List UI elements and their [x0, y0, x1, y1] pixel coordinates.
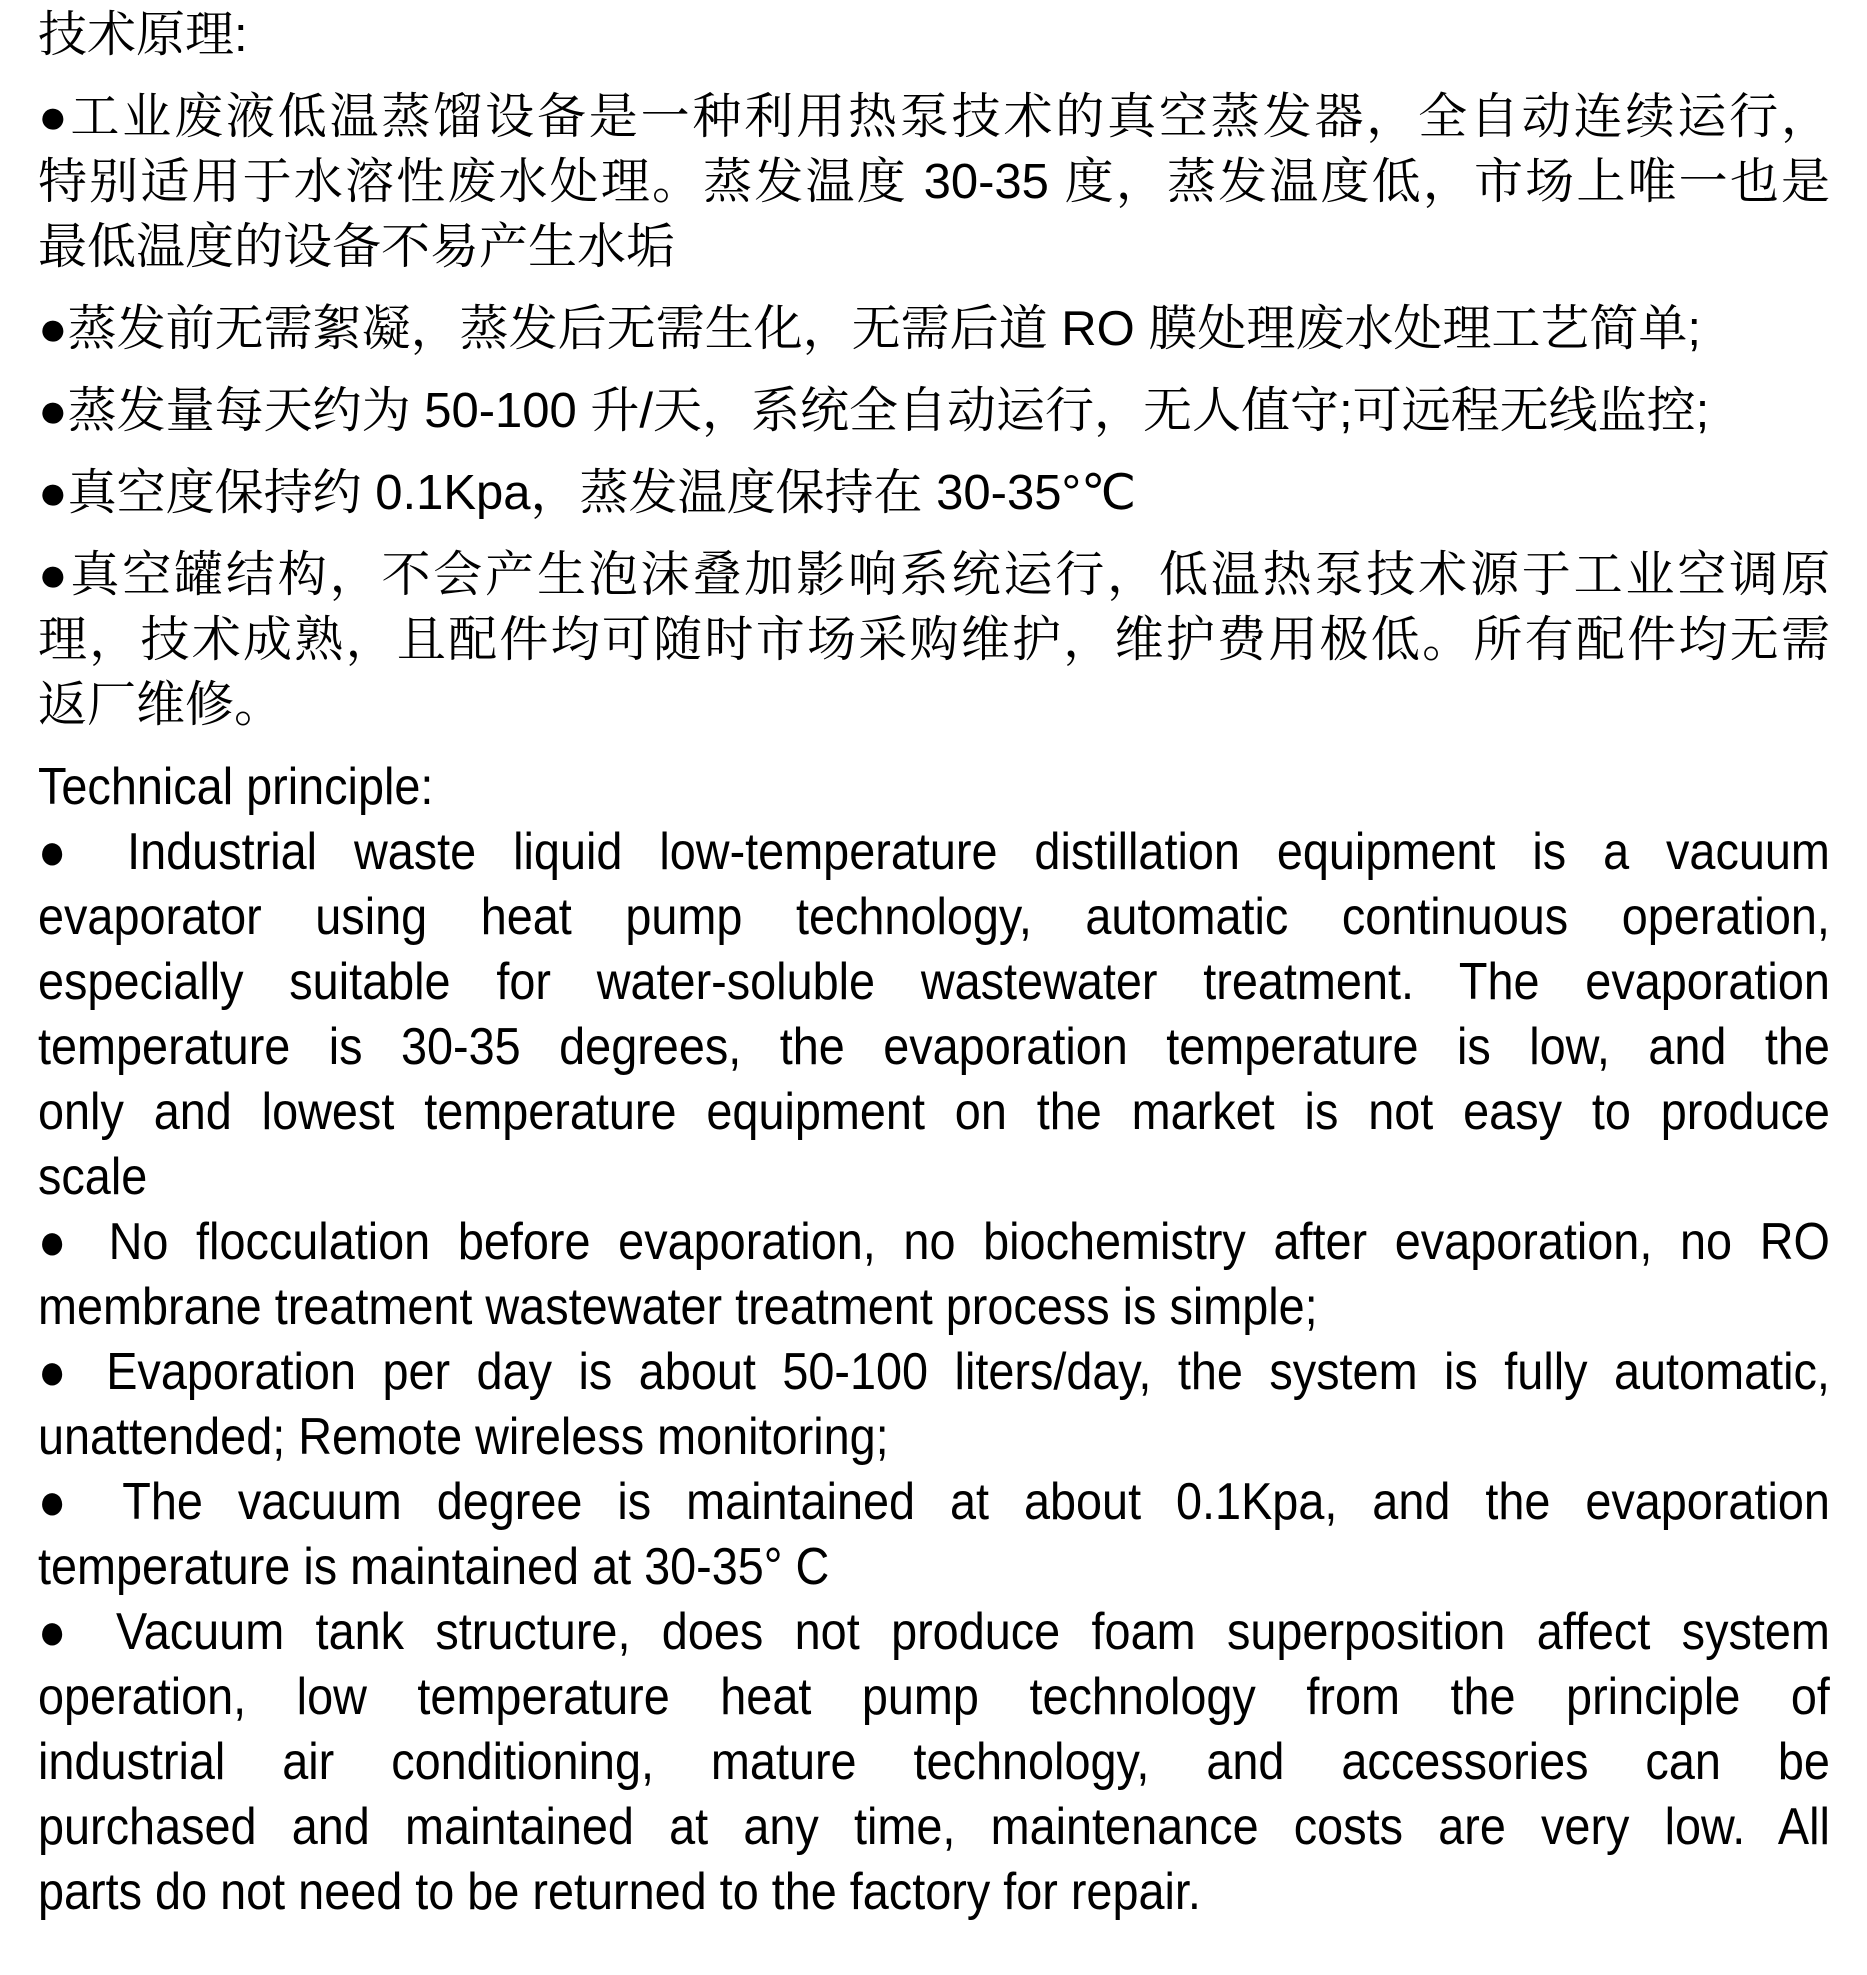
- english-bullet-3: [38, 1340, 1830, 1470]
- text-line: ● Vacuum tank structure, does not produce foam superposition affect system: [38, 1603, 1830, 1661]
- text-line: ●蒸发前无需絮凝，蒸发后无需生化，无需后道 RO 膜处理废水处理工艺简单;: [38, 302, 1701, 356]
- text-line: ● Industrial waste liquid low-temperature distillation equipment is a vacuum: [38, 823, 1830, 881]
- text-line: 返厂维修。: [38, 678, 284, 732]
- text-line: evaporator using heat pump technology, automatic continuous operation,: [38, 888, 1830, 946]
- text-line: especially suitable for water-soluble wastewater treatment. The evaporation: [38, 953, 1830, 1011]
- text-line: purchased and maintained at any time, maintenance costs are very low. All: [38, 1798, 1830, 1856]
- chinese-bullet-4: [38, 461, 1830, 526]
- chinese-heading-paragraph: [38, 3, 1830, 68]
- chinese-bullet-1: [38, 85, 1830, 280]
- text-line: 特别适用于水溶性废水处理。蒸发温度 30-35 度，蒸发温度低，市场上唯一也是: [38, 155, 1830, 209]
- text-line: ● Evaporation per day is about 50-100 liters/day, the system is fully automatic,: [38, 1343, 1830, 1401]
- english-bullet-4: [38, 1470, 1830, 1600]
- text-line: membrane treatment wastewater treatment process is simple;: [38, 1278, 1318, 1336]
- chinese-heading: 技术原理:: [38, 8, 248, 62]
- chinese-section: [38, 3, 1830, 738]
- english-heading-paragraph: [38, 755, 1830, 820]
- text-line: temperature is maintained at 30-35° C: [38, 1538, 830, 1596]
- text-line: operation, low temperature heat pump technology from the principle of: [38, 1668, 1830, 1726]
- text-line: 最低温度的设备不易产生水垢: [38, 220, 676, 274]
- text-line: temperature is 30-35 degrees, the evaporation temperature is low, and the: [38, 1018, 1830, 1076]
- english-bullet-1: [38, 820, 1830, 1210]
- text-line: ●工业废液低温蒸馏设备是一种利用热泵技术的真空蒸发器，全自动连续运行，: [38, 90, 1830, 144]
- chinese-bullet-5: [38, 543, 1830, 738]
- text-line: only and lowest temperature equipment on the market is not easy to produce: [38, 1083, 1830, 1141]
- text-line: parts do not need to be returned to the factory for repair.: [38, 1863, 1201, 1921]
- text-line: scale: [38, 1148, 148, 1206]
- text-line: ●蒸发量每天约为 50-100 升/天，系统全自动运行，无人值守;可远程无线监控;: [38, 384, 1710, 438]
- text-line: ● The vacuum degree is maintained at about 0.1Kpa, and the evaporation: [38, 1473, 1830, 1531]
- chinese-bullet-2: [38, 297, 1830, 362]
- text-line: ● No flocculation before evaporation, no biochemistry after evaporation, no RO: [38, 1213, 1830, 1271]
- text-line: 理，技术成熟，且配件均可随时市场采购维护，维护费用极低。所有配件均无需: [38, 613, 1830, 667]
- text-line: ●真空罐结构，不会产生泡沫叠加影响系统运行，低温热泵技术源于工业空调原: [38, 548, 1830, 602]
- english-bullet-5: [38, 1600, 1830, 1925]
- english-section: [38, 755, 1830, 1925]
- text-line: unattended; Remote wireless monitoring;: [38, 1408, 889, 1466]
- english-bullet-2: [38, 1210, 1830, 1340]
- chinese-bullet-3: [38, 379, 1830, 444]
- english-heading: Technical principle:: [38, 758, 434, 816]
- text-line: industrial air conditioning, mature technology, and accessories can be: [38, 1733, 1830, 1791]
- text-line: ●真空度保持约 0.1Kpa，蒸发温度保持在 30-35°℃: [38, 466, 1137, 520]
